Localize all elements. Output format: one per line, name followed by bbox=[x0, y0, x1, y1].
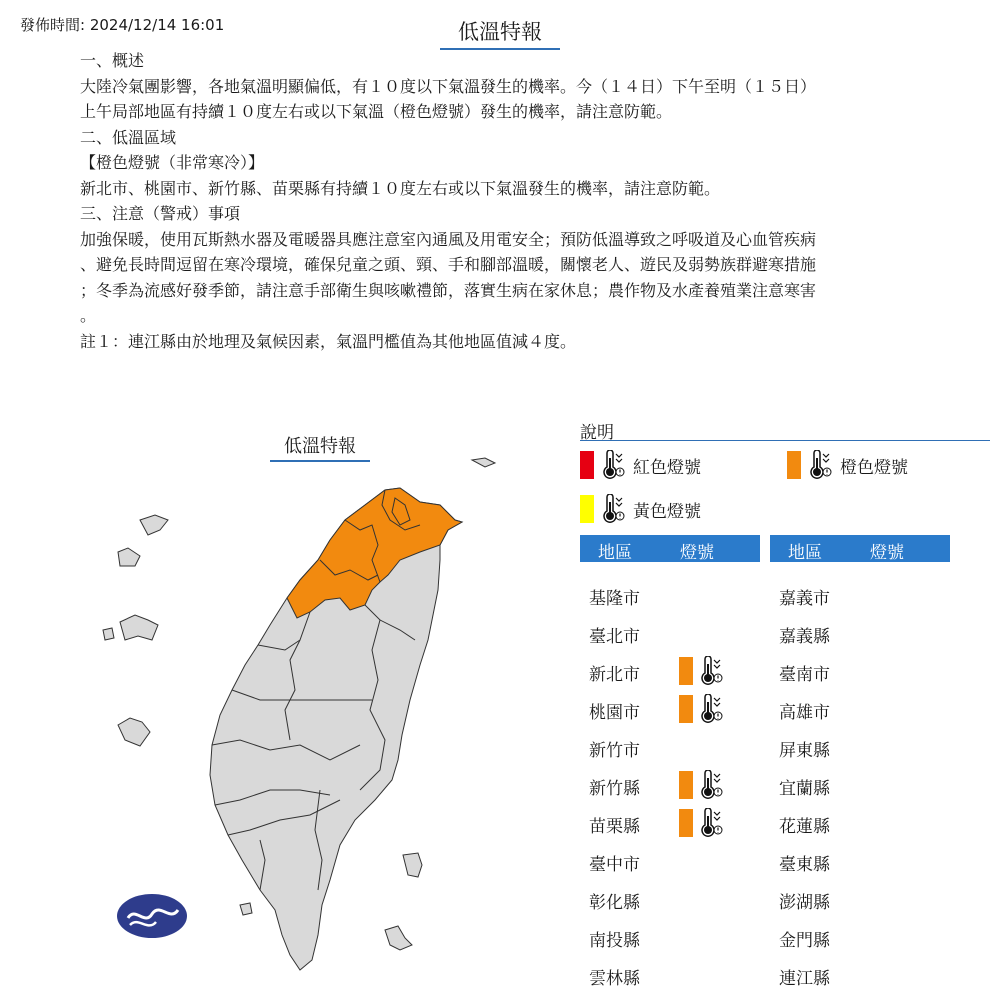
region-name: 臺北市 bbox=[589, 627, 640, 647]
issue-time: 發佈時間: 2024/12/14 16:01 bbox=[20, 16, 225, 34]
region-name: 新北市 bbox=[589, 665, 640, 685]
region-name: 嘉義市 bbox=[779, 589, 830, 609]
thermometer-icon bbox=[697, 656, 723, 686]
region-name: 新竹縣 bbox=[589, 779, 640, 799]
caution-line: 。 bbox=[80, 306, 97, 325]
region-name: 新竹市 bbox=[589, 741, 640, 761]
orange-swatch bbox=[787, 451, 801, 479]
signal-swatch-orange bbox=[679, 771, 693, 799]
region-name: 臺中市 bbox=[589, 855, 640, 875]
yellow-swatch bbox=[580, 495, 594, 523]
orange-signal-heading: 【橙色燈號（非常寒冷）】 bbox=[80, 153, 265, 172]
thermometer-icon bbox=[697, 808, 723, 838]
region-line: 新北市、桃園市、新竹縣、苗栗縣有持續１０度左右或以下氣溫發生的機率，請注意防範。 bbox=[80, 178, 721, 198]
header-region: 地區 bbox=[788, 543, 822, 563]
region-name: 屏東縣 bbox=[779, 741, 830, 761]
caution-line: 加強保暖，使用瓦斯熱水器及電暖器具應注意室內通風及用電安全；預防低溫導致之呼吸道及心血管疾病 bbox=[80, 229, 817, 249]
region-name: 桃園市 bbox=[589, 703, 640, 723]
legend-red-label: 紅色燈號 bbox=[633, 457, 701, 478]
legend-yellow bbox=[580, 494, 701, 524]
page-title: 低溫特報 bbox=[440, 16, 560, 50]
table-header-right bbox=[770, 535, 950, 562]
region-name: 高雄市 bbox=[779, 703, 830, 723]
legend-orange-label: 橙色燈號 bbox=[840, 457, 908, 478]
thermometer-icon bbox=[697, 694, 723, 724]
legend-orange bbox=[787, 450, 908, 480]
region-name: 嘉義縣 bbox=[779, 627, 830, 647]
thermometer-icon bbox=[599, 494, 625, 524]
legend-red bbox=[580, 450, 701, 480]
overview-line: 大陸冷氣團影響，各地氣溫明顯偏低，有１０度以下氣溫發生的機率。今（１４日）下午至明（１５日） bbox=[80, 76, 817, 96]
section-overview-heading: 一、概述 bbox=[80, 51, 145, 70]
header-region: 地區 bbox=[598, 543, 632, 563]
region-name: 宜蘭縣 bbox=[779, 779, 830, 799]
section-region-heading: 二、低溫區域 bbox=[80, 127, 177, 147]
caution-line: ；冬季為流感好發季節，請注意手部衛生與咳嗽禮節，落實生病在家休息；農作物及水產養殖業注意寒害 bbox=[80, 280, 817, 300]
section-caution-heading: 三、注意（警戒）事項 bbox=[80, 204, 241, 223]
region-name: 苗栗縣 bbox=[589, 817, 640, 837]
region-name: 南投縣 bbox=[589, 931, 640, 951]
region-name: 彰化縣 bbox=[589, 893, 640, 913]
region-name: 金門縣 bbox=[779, 931, 830, 951]
red-swatch bbox=[580, 451, 594, 479]
legend-title: 說明 bbox=[580, 423, 614, 443]
note-line: 註１：連江縣由於地理及氣候因素，氣溫門檻值為其他地區值減４度。 bbox=[80, 331, 577, 351]
region-name: 臺東縣 bbox=[779, 855, 830, 875]
region-name: 雲林縣 bbox=[589, 969, 640, 989]
region-name: 基隆市 bbox=[589, 589, 640, 609]
region-name: 臺南市 bbox=[779, 665, 830, 685]
overview-line: 上午局部地區有持續１０度左右或以下氣溫（橙色燈號）發生的機率，請注意防範。 bbox=[80, 102, 673, 121]
legend-divider bbox=[580, 440, 990, 441]
signal-swatch-orange bbox=[679, 657, 693, 685]
signal-swatch-orange bbox=[679, 695, 693, 723]
table-header-left bbox=[580, 535, 760, 562]
taiwan-map bbox=[100, 440, 570, 1000]
region-name: 連江縣 bbox=[779, 969, 830, 989]
thermometer-icon bbox=[599, 450, 625, 480]
region-name: 澎湖縣 bbox=[779, 893, 830, 913]
thermometer-icon bbox=[697, 770, 723, 800]
thermometer-icon bbox=[806, 450, 832, 480]
map-title: 低溫特報 bbox=[270, 432, 370, 462]
region-name: 花蓮縣 bbox=[779, 817, 830, 837]
warning-text bbox=[80, 48, 920, 354]
caution-line: 、避免長時間逗留在寒冷環境，確保兒童之頭、頸、手和腳部溫暖，關懷老人、遊民及弱勢族群避寒措施 bbox=[80, 255, 817, 274]
legend-yellow-label: 黃色燈號 bbox=[633, 501, 701, 522]
header-signal: 燈號 bbox=[870, 543, 904, 563]
cwa-logo bbox=[117, 894, 187, 938]
signal-swatch-orange bbox=[679, 809, 693, 837]
header-signal: 燈號 bbox=[680, 543, 714, 563]
